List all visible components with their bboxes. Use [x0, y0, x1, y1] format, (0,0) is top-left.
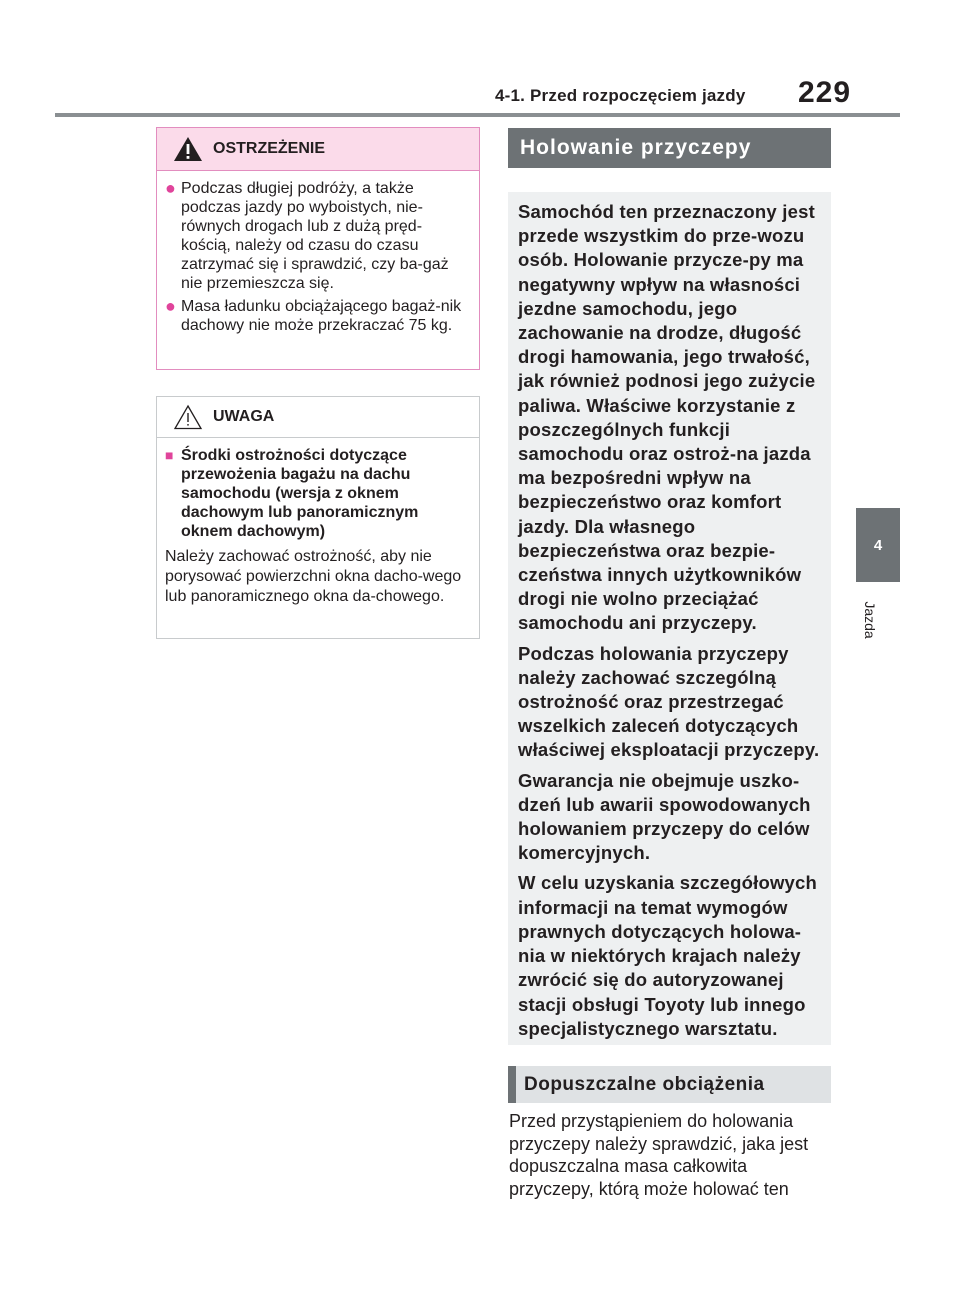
header-rule	[55, 113, 900, 117]
note-header	[157, 397, 479, 438]
warning-item-text: Podczas długiej podróży, a także podczas jazdy po wyboistych, nie-równych drogach lub z dużą pręd-kością, należy od czasu do czasu zatrzymać się i sprawdzić, czy ba-gaż nie przemieszcza się.	[181, 180, 449, 292]
warning-triangle-icon	[173, 136, 203, 162]
page-number: 229	[798, 76, 852, 109]
square-bullet-icon: ■	[165, 447, 174, 463]
caution-triangle-icon	[173, 404, 203, 430]
warning-item-text: Masa ładunku obciążającego bagaż-nik dachowy nie może przekraczać 75 kg.	[181, 298, 462, 334]
note-heading-item	[165, 446, 471, 541]
note-text: Należy zachować ostrożność, aby nie porysować powierzchni okna dacho-wego lub panoramicznego okna da-chowego.	[165, 548, 462, 605]
running-header-section: 4-1. Przed rozpoczęciem jazdy	[495, 86, 746, 105]
towing-paragraph: Samochód ten przeznaczony jest przede wszystkim do prze-wozu osób. Holowanie przycze-py ma negatywny wpływ na własności jezdne samochodu, jego zachowanie na drodze, długość drogi hamowania, jego trwałość, jak również podnosi jego zużycie paliwa. Właściwe korzystanie z poszczególnych funkcji samochodu oraz ostroż-na jazda ma bezpośredni wpływ na bezpieczeństwo oraz komfort jazdy. Dla własnego bezpieczeństwa oraz bezpie-czeństwa innych użytkowników drogi nie wolno przeciążać samochodu ani przyczepy.	[518, 201, 816, 634]
warning-item	[165, 179, 471, 293]
towing-paragraph: W celu uzyskania szczegółowych informacji na temat wymogów prawnych dotyczących holowa-nia w niektórych krajach należy zwrócić się do autoryzowanej stacji obsługi Toyoty lub innego specjalistycznego warsztatu.	[518, 872, 818, 1039]
bullet-dot-icon: ●	[165, 178, 176, 198]
towing-paragraph: Podczas holowania przyczepy należy zachować szczególną ostrożność oraz przestrzegać wszelkich zaleceń dotyczących właściwej eksploatacji przyczepy.	[518, 642, 820, 761]
chapter-tab	[856, 508, 900, 582]
note-heading: Środki ostrożności dotyczące przewożenia bagażu na dachu samochodu (wersja z oknem dachowym lub panoramicznym oknem dachowym)	[181, 447, 419, 540]
warning-body	[157, 171, 479, 335]
loads-paragraph: Przed przystąpieniem do holowania przyczepy należy sprawdzić, jaka jest dopuszczalna masa całkowita przyczepy, którą może holować ten	[509, 1111, 809, 1199]
towing-section-title: Holowanie przyczepy	[508, 128, 831, 168]
towing-intro-box	[508, 192, 831, 1045]
towing-paragraph: Gwarancja nie obejmuje uszko-dzeń lub awarii spowodowanych holowaniem przyczepy do celów komercyjnych.	[518, 769, 811, 864]
warning-title: OSTRZEŻENIE	[213, 140, 326, 157]
warning-header	[157, 128, 479, 171]
note-title: UWAGA	[213, 408, 275, 425]
warning-box	[156, 127, 480, 370]
chapter-label: Jazda	[862, 601, 878, 639]
warning-item	[165, 297, 471, 335]
bullet-dot-icon: ●	[165, 296, 176, 316]
note-box	[156, 396, 480, 639]
loads-section-title: Dopuszczalne obciążenia	[508, 1066, 831, 1103]
note-body	[157, 438, 479, 607]
chapter-number: 4	[873, 536, 883, 554]
